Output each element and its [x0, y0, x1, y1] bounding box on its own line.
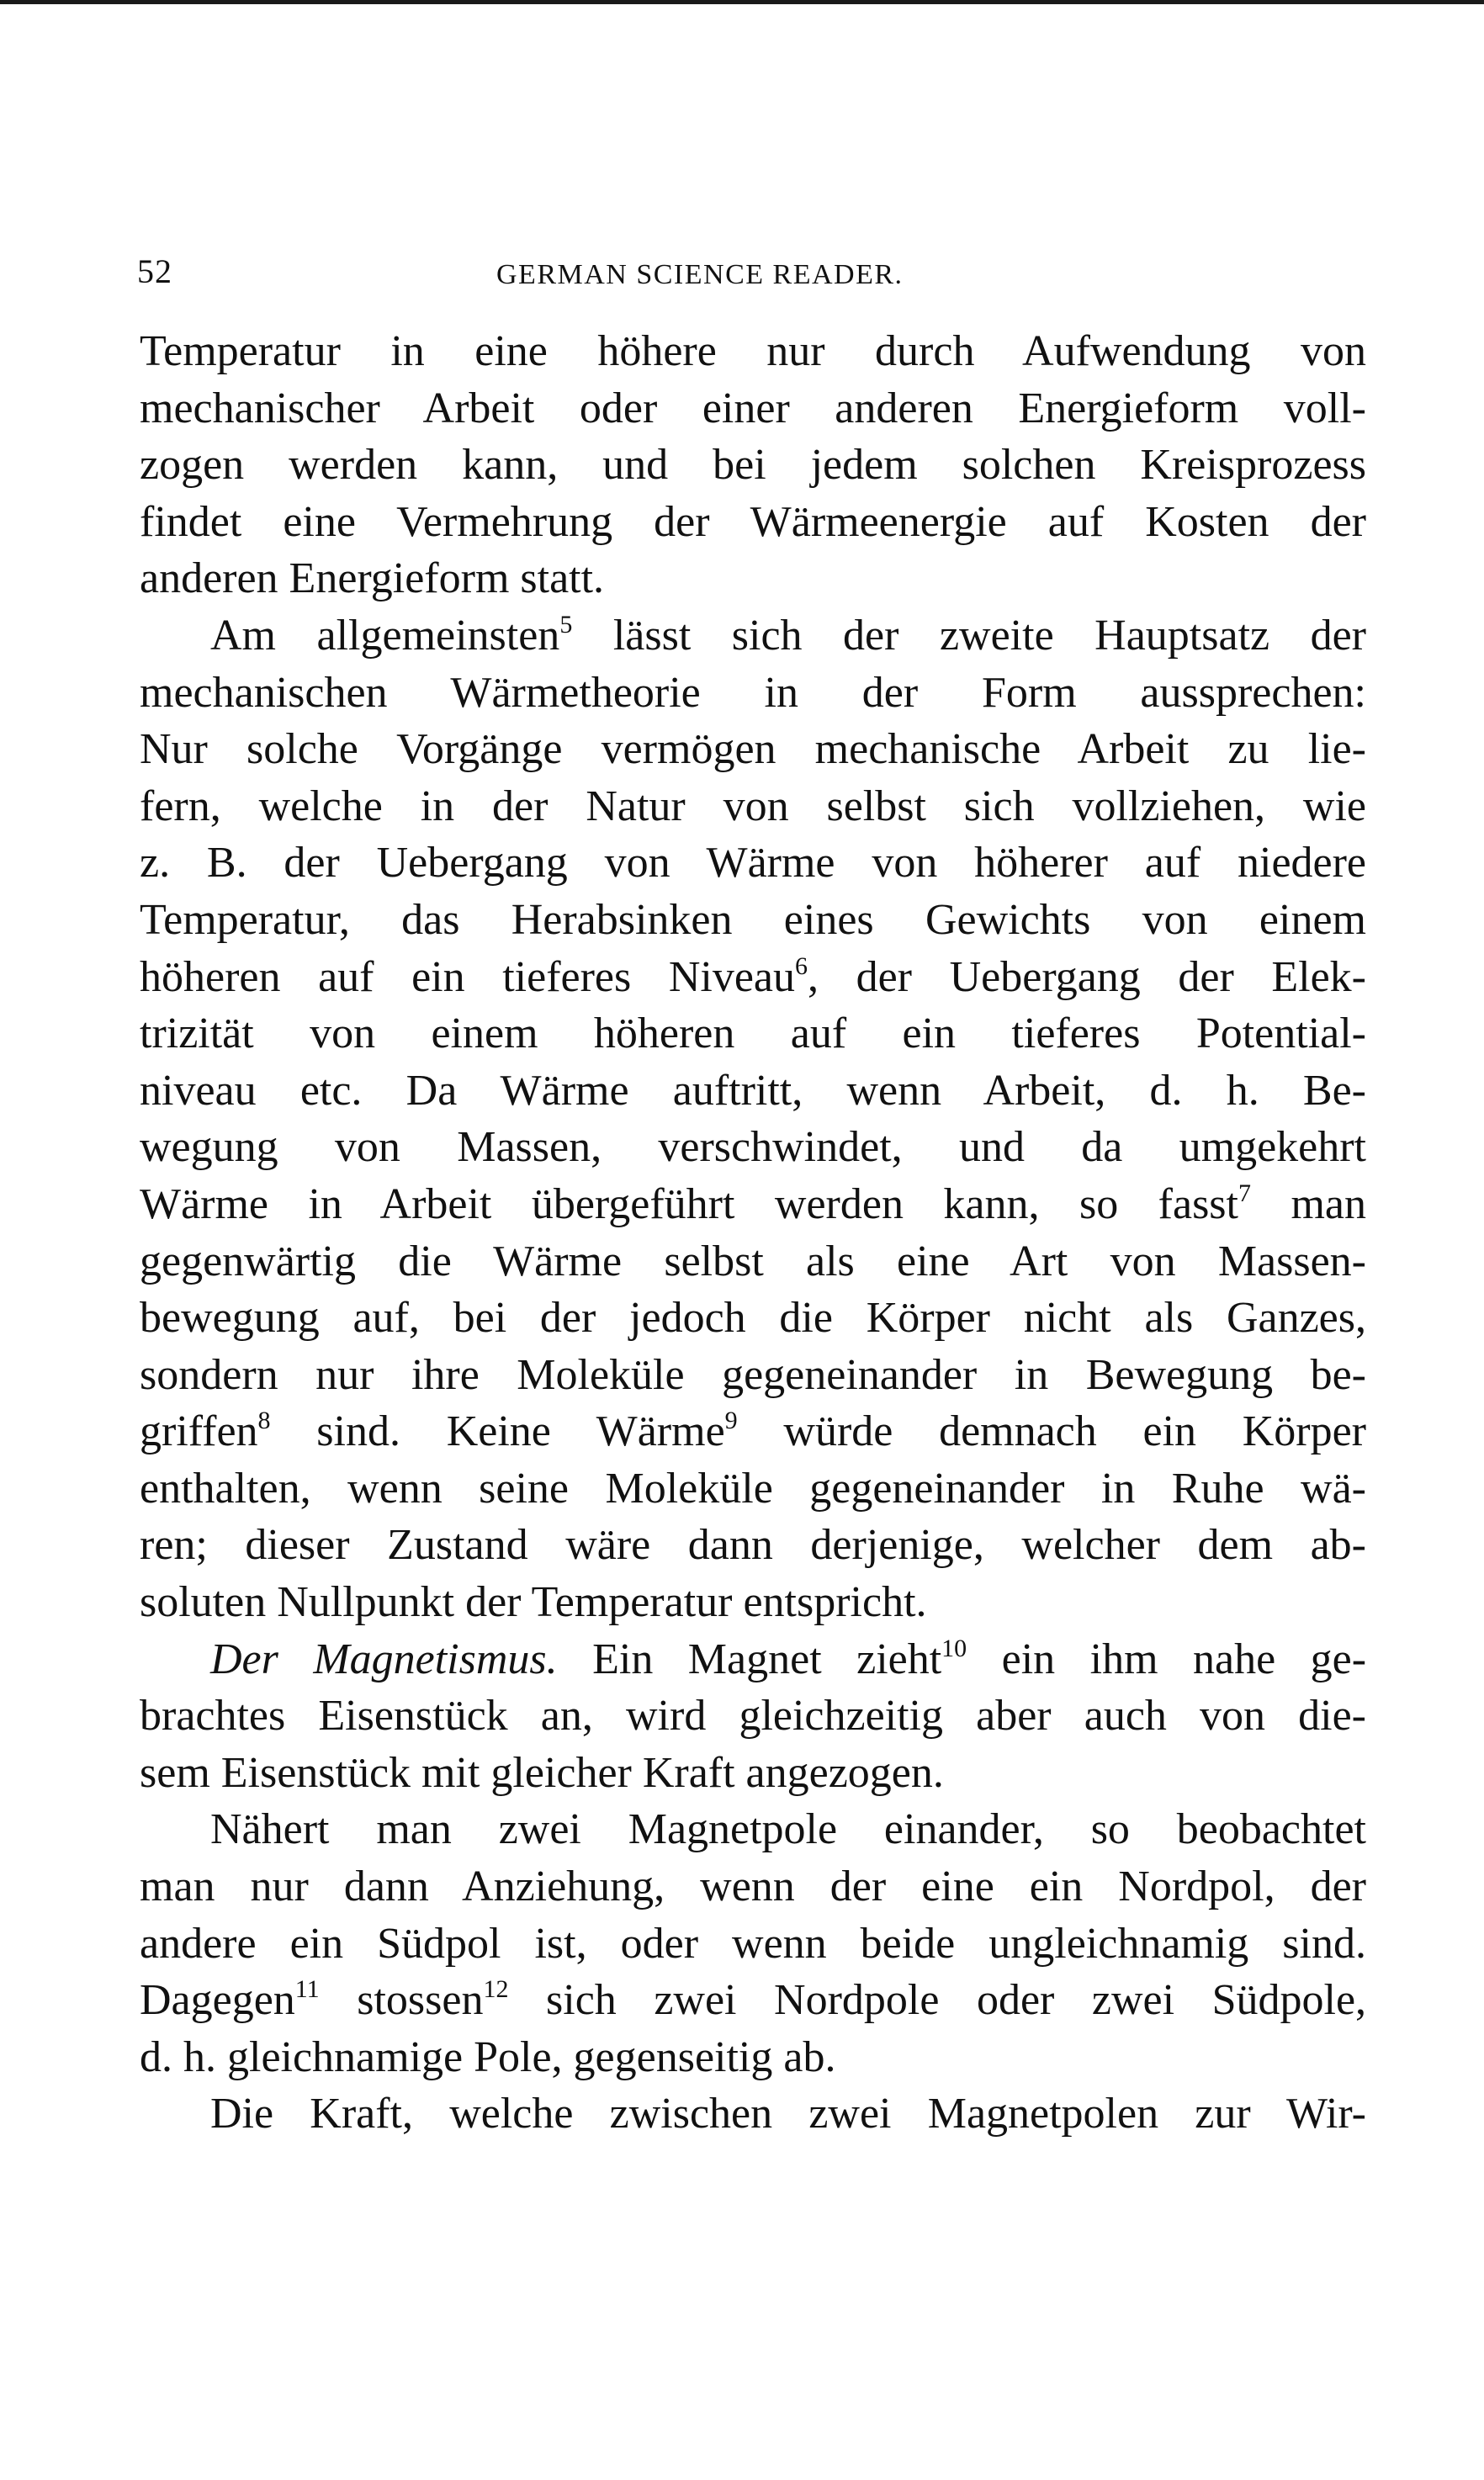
- text-run: würde demnach ein Körper: [783, 1407, 1367, 1456]
- text-run: Am allgemeinsten: [210, 611, 560, 660]
- text-run: sich zwei Nordpole oder zwei Südpole,: [546, 1976, 1367, 2025]
- footnote-mark: 5: [559, 610, 573, 639]
- text-run: höheren auf ein tieferes Niveau: [140, 952, 795, 1001]
- section-heading: Der Magnetismus.: [210, 1635, 558, 1683]
- paragraph-1: [140, 323, 1366, 607]
- paragraph-5: [140, 2085, 1366, 2143]
- text-line: Temperatur in eine höhere nur durch Aufwendung von: [140, 327, 1366, 375]
- text-line: enthalten, wenn seine Moleküle gegeneinander in Ruhe wä-: [140, 1464, 1366, 1513]
- text-run: Wärme in Arbeit übergeführt werden kann, so fasst: [140, 1179, 1238, 1228]
- text-line: z. B. der Uebergang von Wärme von höherer auf niedere: [140, 839, 1366, 888]
- text-line: [140, 949, 1366, 1006]
- text-line: soluten Nullpunkt der Temperatur entspricht.: [140, 1578, 927, 1627]
- text-run: griffen: [140, 1407, 258, 1456]
- body-text: [140, 323, 1366, 2143]
- text-run: ein ihm nahe ge-: [1001, 1635, 1367, 1683]
- text-line: bewegung auf, bei der jedoch die Körper nicht als Ganzes,: [140, 1294, 1366, 1343]
- text-line: gegenwärtig die Wärme selbst als eine Art von Massen-: [140, 1237, 1366, 1285]
- text-run: stossen: [357, 1976, 484, 2025]
- text-line: Nähert man zwei Magnetpole einander, so beobachtet: [210, 1805, 1366, 1854]
- text-line: andere ein Südpol ist, oder wenn beide ungleichnamig sind.: [140, 1919, 1366, 1968]
- text-line: man nur dann Anziehung, wenn der eine ein Nordpol, der: [140, 1863, 1366, 1911]
- footnote-mark: 10: [941, 1634, 967, 1662]
- text-line: trizität von einem höheren auf ein tieferes Potential-: [140, 1009, 1366, 1058]
- footnote-mark: 12: [483, 1975, 509, 2004]
- text-line: Temperatur, das Herabsinken eines Gewichts von einem: [140, 895, 1366, 944]
- text-run: man: [1291, 1179, 1366, 1228]
- text-line: mechanischen Wärmetheorie in der Form aussprechen:: [140, 668, 1366, 717]
- paragraph-3: [140, 1631, 1366, 1802]
- text-line: findet eine Vermehrung der Wärmeenergie auf Kosten der: [140, 497, 1366, 546]
- text-line: [140, 1972, 1366, 2029]
- text-line: sondern nur ihre Moleküle gegeneinander in Bewegung be-: [140, 1350, 1366, 1399]
- text-line: wegung von Massen, verschwindet, und da umgekehrt: [140, 1123, 1366, 1172]
- footnote-mark: 6: [795, 951, 808, 980]
- text-run: lässt sich der zweite Hauptsatz der: [612, 611, 1366, 660]
- text-line: ren; dieser Zustand wäre dann derjenige, welcher dem ab-: [140, 1521, 1366, 1570]
- text-line: Die Kraft, welche zwischen zwei Magnetpolen zur Wir-: [210, 2090, 1366, 2138]
- text-line: Nur solche Vorgänge vermögen mechanische Arbeit zu lie-: [140, 725, 1366, 774]
- footnote-mark: 8: [257, 1407, 271, 1435]
- text-line: niveau etc. Da Wärme auftritt, wenn Arbeit, d. h. Be-: [140, 1066, 1366, 1115]
- text-run: , der Uebergang der Elek-: [808, 952, 1366, 1001]
- text-line: zogen werden kann, und bei jedem solchen Kreisprozess: [140, 441, 1366, 490]
- text-line: brachtes Eisenstück an, wird gleichzeitig aber auch von die-: [140, 1692, 1366, 1741]
- text-line: fern, welche in der Natur von selbst sich vollziehen, wie: [140, 782, 1366, 830]
- text-line: d. h. gleichnamige Pole, gegenseitig ab.: [140, 2032, 836, 2081]
- text-line: anderen Energieform statt.: [140, 554, 605, 603]
- top-edge-rule: [0, 0, 1484, 4]
- footnote-mark: 7: [1238, 1179, 1251, 1207]
- text-line: [140, 1631, 1366, 1688]
- text-line: [140, 1403, 1366, 1460]
- text-line: mechanischer Arbeit oder einer anderen Energieform voll-: [140, 384, 1366, 432]
- page-number: 52: [137, 252, 172, 290]
- running-title: GERMAN SCIENCE READER.: [496, 259, 904, 290]
- paragraph-4: [140, 1801, 1366, 2085]
- footnote-mark: 9: [724, 1407, 738, 1435]
- text-run: Dagegen: [140, 1976, 295, 2025]
- text-run: sind. Keine Wärme: [316, 1407, 725, 1456]
- footnote-mark: 11: [294, 1975, 320, 2004]
- text-line: [140, 607, 1366, 665]
- paragraph-2: [140, 607, 1366, 1631]
- text-line: sem Eisenstück mit gleicher Kraft angezogen.: [140, 1748, 944, 1797]
- text-run: Ein Magnet zieht: [592, 1635, 942, 1683]
- text-line: [140, 1176, 1366, 1233]
